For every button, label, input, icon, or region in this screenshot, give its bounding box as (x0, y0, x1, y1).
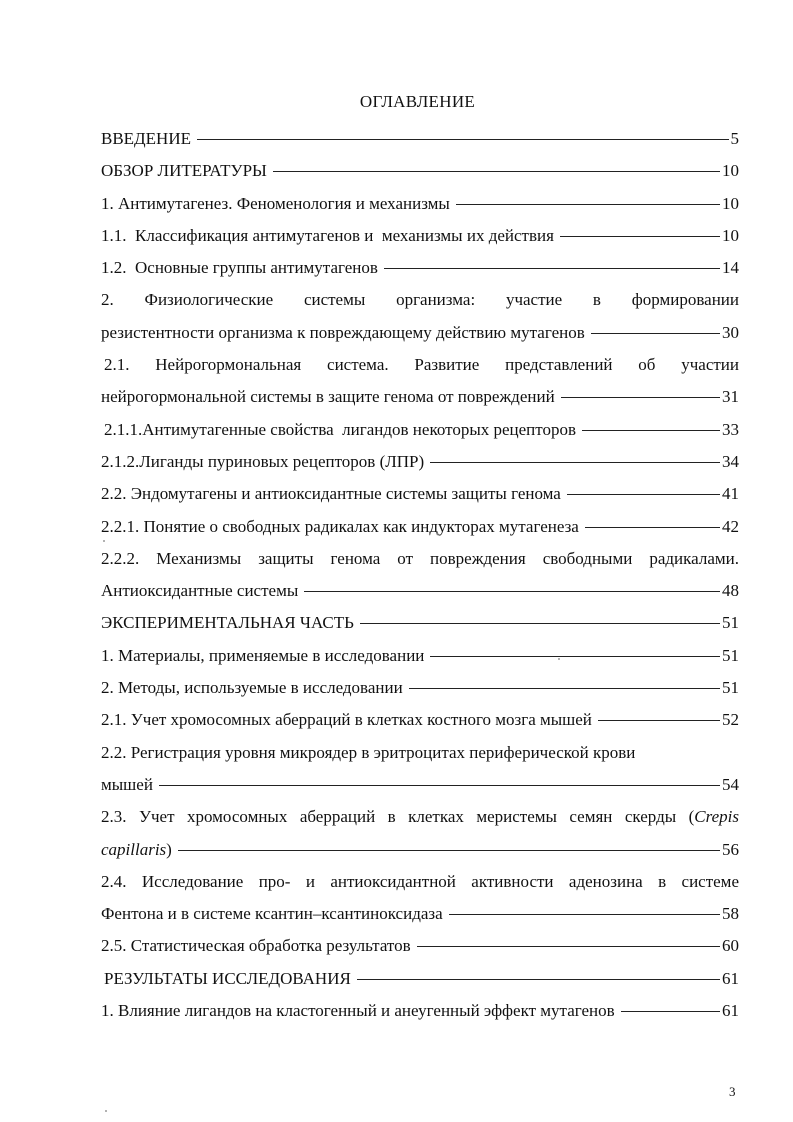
toc-entry-title: 2.2. Эндомутагены и антиоксидантные системы защиты генома (101, 484, 561, 504)
toc-entry-title: ВВЕДЕНИЕ (101, 129, 191, 148)
leader-line (585, 527, 720, 528)
leader-line (384, 268, 720, 269)
toc-page-number: 48 (722, 581, 739, 601)
toc-entry-title: мышей (101, 774, 153, 794)
species-name: Crepis (694, 807, 739, 827)
leader-line (178, 850, 720, 851)
toc-entry (101, 672, 739, 704)
toc-entry (101, 446, 739, 478)
toc-page-number: 61 (722, 968, 739, 988)
leader-line (409, 688, 720, 689)
leader-line (357, 979, 720, 980)
leader-line (430, 462, 720, 463)
toc-entry (101, 155, 739, 187)
toc-entry-title: 2.1.1.Антимутагенные свойства лигандов некоторых рецепторов (104, 419, 577, 439)
toc-entry-title: ОБЗОР ЛИТЕРАТУРЫ (101, 161, 267, 181)
toc-entry (101, 511, 739, 543)
toc-entry-title: Фентона и в системе ксантин–ксантиноксидаза (101, 904, 443, 924)
toc-entry-title: 1. Антимутагенез. Феноменология и механизмы (101, 193, 450, 213)
toc-entry (101, 317, 739, 349)
toc-entry-title: 1. Влияние лигандов на кластогенный и анеугенный эффект мутагенов (101, 1001, 615, 1021)
toc-page-number: 61 (722, 1001, 739, 1021)
toc-entry (101, 640, 739, 672)
toc-entry (101, 575, 739, 607)
toc-entry-title: 2.1.2.Лиганды пуриновых рецепторов (ЛПР) (101, 451, 425, 471)
leader-line (360, 623, 720, 624)
scan-speck (558, 658, 560, 660)
toc-page-number: 54 (722, 774, 739, 794)
toc-entry-title: РЕЗУЛЬТАТЫ ИССЛЕДОВАНИЯ (104, 968, 351, 988)
toc-entry-first-line (101, 737, 739, 769)
toc-entry (101, 930, 739, 962)
toc-page-number: 58 (722, 904, 739, 924)
toc-entry-first-line (101, 801, 739, 833)
leader-line (197, 139, 729, 140)
leader-line (591, 333, 720, 334)
toc-page-number: 56 (722, 839, 739, 859)
toc-page-number: 34 (722, 451, 739, 471)
toc-entry (101, 414, 739, 446)
toc-page-number: 41 (722, 484, 739, 504)
toc-entry-first-line-text: 2.3. Учет хромосомных аберраций в клетках меристемы семян скерды ( (101, 807, 695, 827)
toc-entry-title: Антиоксидантные системы (101, 581, 299, 601)
toc-entry (101, 995, 739, 1027)
leader-line (159, 785, 720, 786)
toc-page-number: 10 (722, 225, 739, 245)
toc-entry-title: нейрогормональной системы в защите генома от повреждений (101, 387, 555, 407)
toc-entry-first-line: 2.4. Исследование про- и антиоксидантной активности аденозина в системе (101, 871, 739, 891)
leader-line (582, 430, 720, 431)
toc-page-number: 30 (722, 322, 739, 342)
toc-entry (101, 898, 739, 930)
scan-speck (105, 1110, 107, 1112)
toc-page-number: 42 (722, 516, 739, 536)
toc-entry (101, 963, 739, 995)
toc-entry-title: 1. Материалы, применяемые в исследовании (101, 645, 425, 665)
toc-entry (101, 252, 739, 284)
toc-entry-first-line-text: 2.2. Регистрация уровня микроядер в эритроцитах периферической крови (101, 742, 636, 762)
toc-page-number: 60 (722, 936, 739, 956)
toc-page-number: 5 (730, 129, 739, 148)
closing-paren: ) (166, 839, 172, 859)
toc-entry (101, 381, 739, 413)
leader-line (567, 494, 720, 495)
leader-line (598, 720, 720, 721)
toc-page-number: 14 (722, 258, 739, 278)
page-title: ОГЛАВЛЕНИЕ (359, 92, 476, 111)
toc-page-number: 10 (722, 193, 739, 213)
toc-entry-title: резистентности организма к повреждающему действию мутагенов (101, 322, 585, 342)
toc-entry-title: 2.1. Учет хромосомных аберраций в клетках костного мозга мышей (101, 710, 592, 730)
table-of-contents (101, 123, 739, 1027)
page-number: 3 (729, 1084, 736, 1099)
leader-line (561, 397, 720, 398)
toc-entry-title: ЭКСПЕРИМЕНТАЛЬНАЯ ЧАСТЬ (101, 613, 354, 633)
leader-line (417, 946, 720, 947)
scan-speck (103, 540, 105, 542)
leader-line (560, 236, 720, 237)
leader-line (273, 171, 720, 172)
toc-entry (101, 188, 739, 220)
toc-entry-title: 1.2. Основные группы антимутагенов (101, 258, 378, 278)
toc-entry (101, 478, 739, 510)
toc-page-number: 31 (722, 387, 739, 407)
toc-entry-title: 2.5. Статистическая обработка результатов (101, 936, 411, 956)
toc-entry (101, 769, 739, 801)
toc-entry (101, 704, 739, 736)
toc-page-number: 51 (722, 613, 739, 633)
leader-line (621, 1011, 720, 1012)
leader-line (430, 656, 720, 657)
toc-entry-title: 2.2.1. Понятие о свободных радикалах как индукторах мутагенеза (101, 516, 579, 536)
toc-entry-first-line: 2. Физиологические системы организма: участие в формировании (101, 290, 739, 310)
leader-line (449, 914, 720, 915)
toc-entry-first-line: 2.2.2. Механизмы защиты генома от повреждения свободными радикалами. (101, 548, 739, 568)
leader-line (304, 591, 720, 592)
toc-page-number: 51 (722, 645, 739, 665)
toc-entry (101, 123, 739, 155)
toc-page-number: 10 (722, 161, 739, 181)
toc-entry-title: 1.1. Классификация антимутагенов и механизмы их действия (101, 225, 554, 245)
toc-page-number: 52 (722, 710, 739, 730)
toc-entry-title (101, 834, 172, 866)
toc-entry (101, 834, 739, 866)
toc-entry (101, 220, 739, 252)
toc-entry-first-line: 2.1. Нейрогормональная система. Развитие представлений об участии (104, 355, 739, 375)
species-name: capillaris (101, 839, 167, 859)
toc-entry-title: 2. Методы, используемые в исследовании (101, 678, 403, 698)
toc-entry (101, 607, 739, 639)
leader-line (456, 204, 720, 205)
toc-page-number: 51 (722, 678, 739, 698)
toc-page-number: 33 (722, 419, 739, 439)
